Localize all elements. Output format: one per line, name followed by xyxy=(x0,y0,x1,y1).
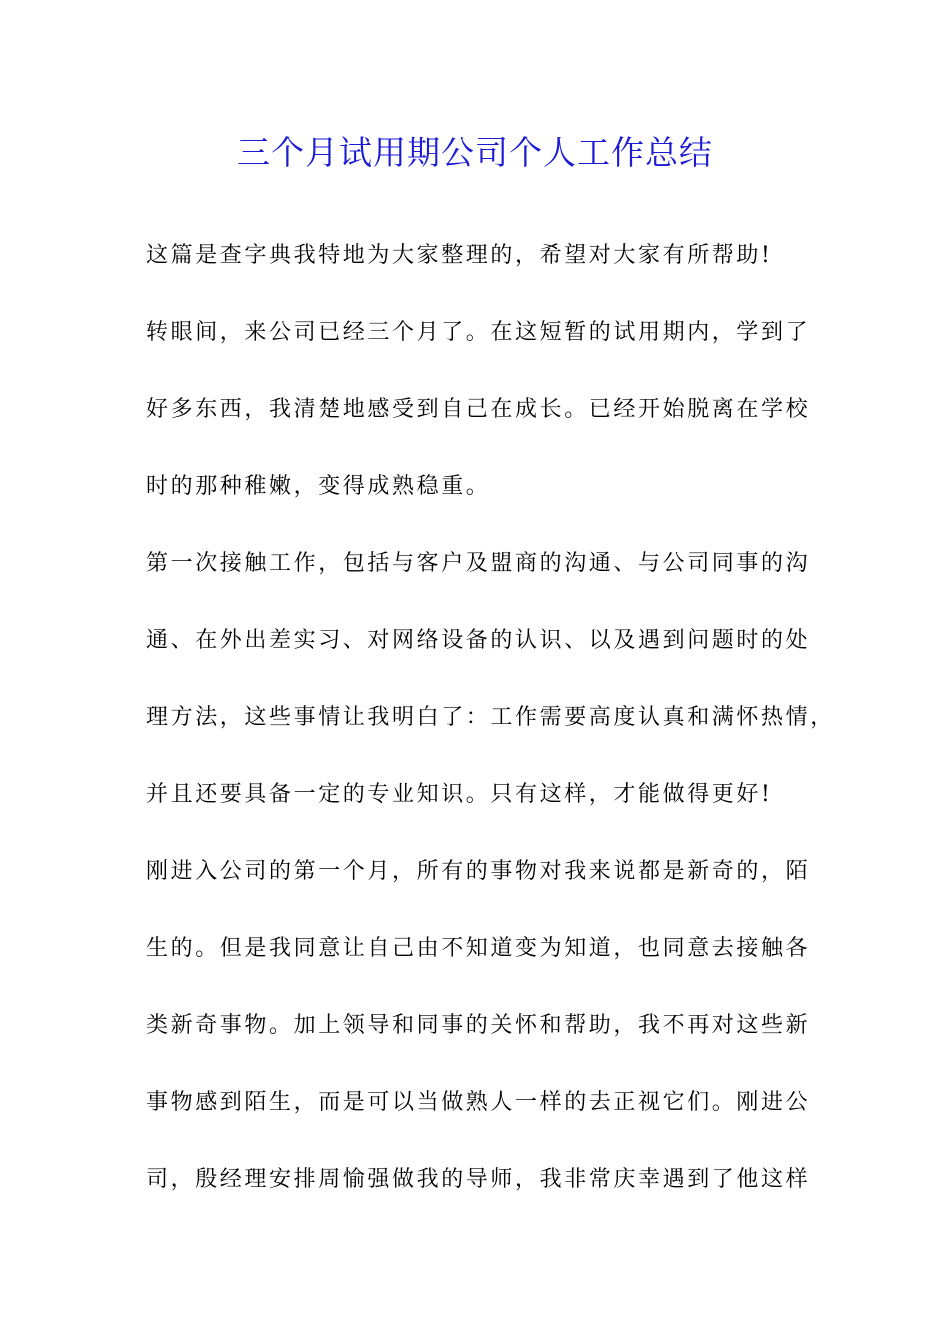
text-line: 类新奇事物。加上领导和同事的关怀和帮助，我不再对这些新 xyxy=(146,1013,811,1038)
text-line: 转眼间，来公司已经三个月了。在这短暂的试用期内，学到了 xyxy=(146,320,811,345)
text-line: 司，殷经理安排周愉强做我的导师，我非常庆幸遇到了他这样 xyxy=(146,1167,811,1192)
document-body xyxy=(146,232,836,1233)
document-title: 三个月试用期公司个人工作总结 xyxy=(237,133,713,172)
text-line: 这篇是查字典我特地为大家整理的，希望对大家有所帮助! xyxy=(146,243,773,268)
text-line: 理方法，这些事情让我明白了：工作需要高度认真和满怀热情， xyxy=(146,705,835,730)
text-line: 时的那种稚嫩，变得成熟稳重。 xyxy=(146,474,491,499)
text-line: 刚进入公司的第一个月，所有的事物对我来说都是新奇的，陌 xyxy=(146,859,811,884)
text-line: 并且还要具备一定的专业知识。只有这样，才能做得更好! xyxy=(146,782,773,807)
text-line: 生的。但是我同意让自己由不知道变为知道，也同意去接触各 xyxy=(146,936,811,961)
text-line: 好多东西，我清楚地感受到自己在成长。已经开始脱离在学校 xyxy=(146,397,811,422)
text-line: 通、在外出差实习、对网络设备的认识、以及遇到问题时的处 xyxy=(146,628,811,653)
text-line: 事物感到陌生，而是可以当做熟人一样的去正视它们。刚进公 xyxy=(146,1090,811,1115)
text-line: 第一次接触工作，包括与客户及盟商的沟通、与公司同事的沟 xyxy=(146,551,811,576)
